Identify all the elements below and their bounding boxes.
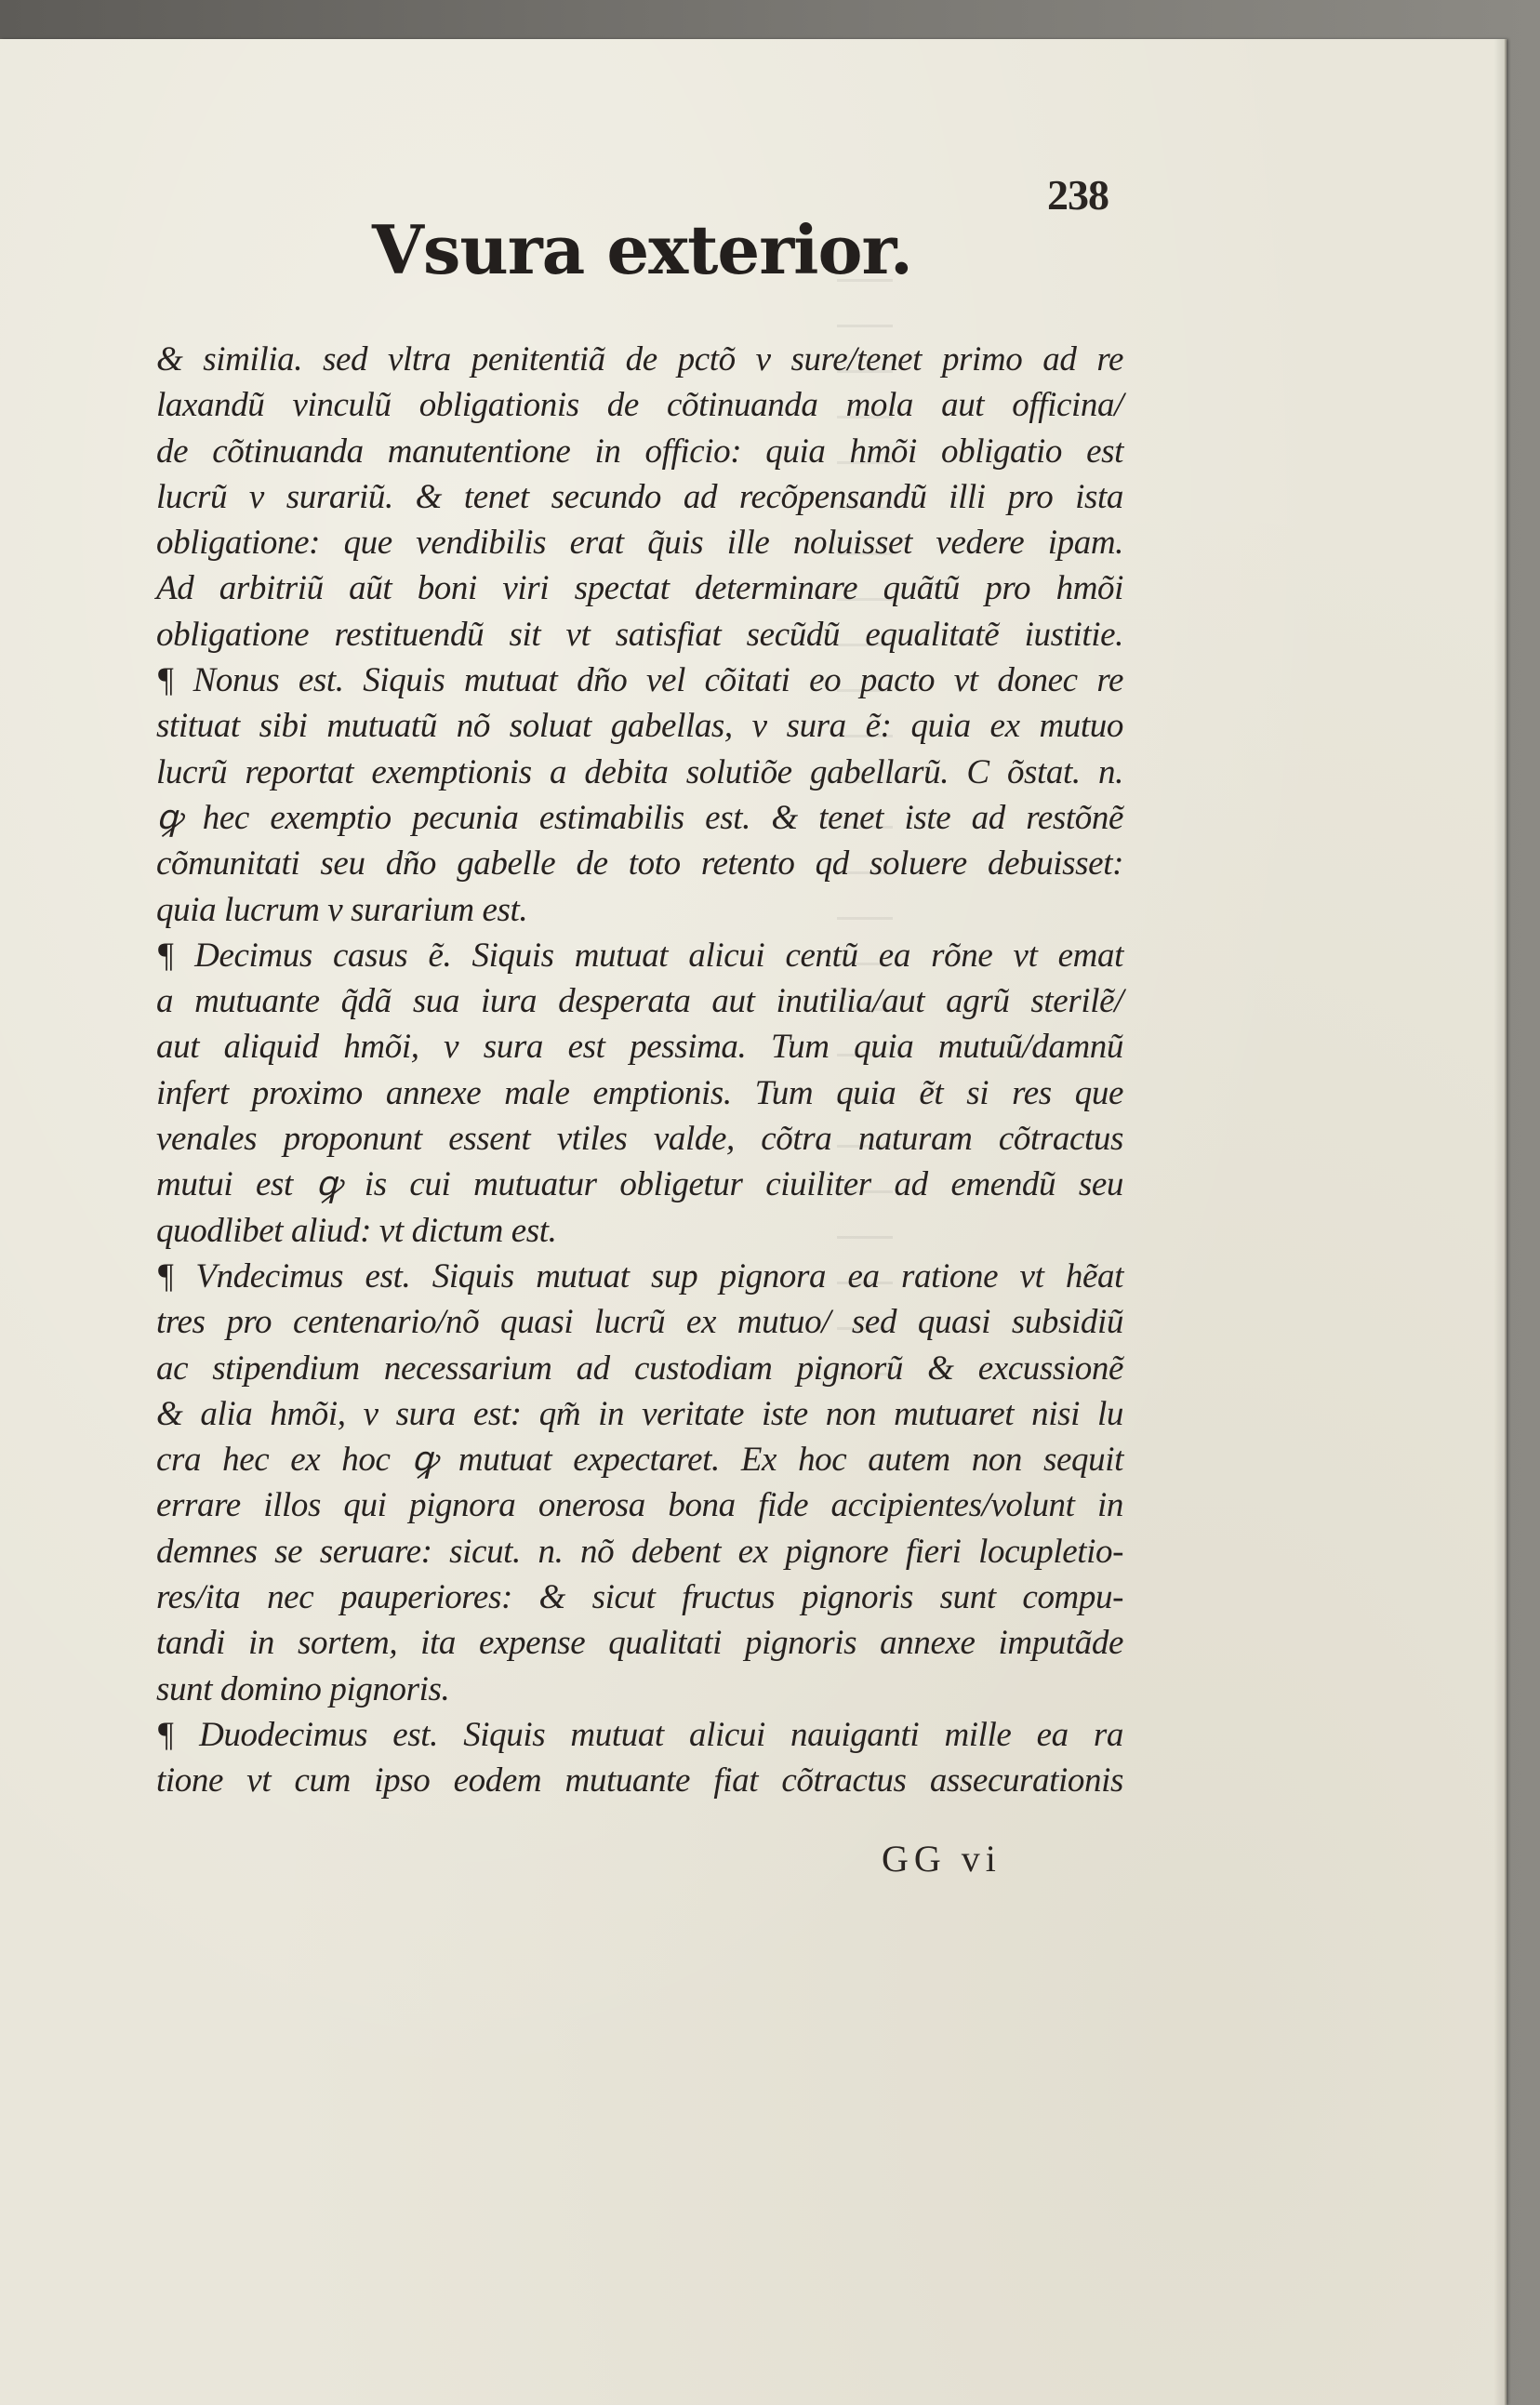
text-line: ¶ Nonus est. Siquis mutuat dño vel cõitati eo pacto vt donec re [156,661,1123,700]
text-line: ¶ Decimus casus ẽ. Siquis mutuat alicui centũ ea rõne vt emat [156,936,1123,975]
page-number: 238 [1047,171,1109,219]
text-line: tres pro centenario/nõ quasi lucrũ ex mutuo/ sed quasi subsidiũ [156,1303,1123,1342]
text-line: venales proponunt essent vtiles valde, cõtra naturam cõtractus [156,1120,1123,1159]
text-line: obligatione restituendũ sit vt satisfiat secũdũ equalitatẽ iustitie. [156,615,1123,654]
text-line: ¶ Duodecimus est. Siquis mutuat alicui nauiganti mille ea ra [156,1715,1123,1754]
text-line: aut aliquid hmõi, v sura est pessima. Tum quia mutuũ/damnũ [156,1028,1123,1067]
text-line: infert proximo annexe male emptionis. Tum quia ẽt si res que [156,1073,1123,1112]
text-line: Ad arbitriũ aũt boni viri spectat determinare quãtũ pro hmõi [156,569,1123,608]
text-line: quia lucrum v surarium est. [156,890,528,929]
text-line: res/ita nec pauperiores: & sicut fructus pignoris sunt compu- [156,1578,1123,1617]
page-edge-shadow [1494,39,1507,2405]
text-line: sunt domino pignoris. [156,1669,450,1708]
text-line: & alia hmõi, v sura est: qm̃ in veritate iste non mutuaret nisi lu [156,1394,1123,1433]
text-line: cra hec ex hoc ꝙ mutuat expectaret. Ex hoc autem non sequit [156,1441,1123,1480]
text-line: ¶ Vndecimus est. Siquis mutuat sup pignora ea ratione vt hẽat [156,1256,1123,1296]
text-line: obligatione: que vendibilis erat q̃uis ille noluisset vedere ipam. [156,524,1123,563]
text-line: tandi in sortem, ita expense qualitati pignoris annexe imputãde [156,1624,1123,1663]
text-line: ꝙ hec exemptio pecunia estimabilis est. & tenet iste ad restõnẽ [156,798,1123,837]
text-line: lucrũ reportat exemptionis a debita solutiõe gabellarũ. C õstat. n. [156,752,1123,791]
text-line: tione vt cum ipso eodem mutuante fiat cõtractus assecurationis [156,1761,1123,1800]
text-line: ac stipendium necessarium ad custodiam pignorũ & excussionẽ [156,1349,1123,1388]
text-line: demnes se seruare: sicut. n. nõ debent ex pignore fieri locupletio- [156,1532,1123,1571]
text-line: quodlibet aliud: vt dictum est. [156,1211,557,1250]
text-line: & similia. sed vltra penitentiã de pctõ v sure/tenet primo ad re [156,340,1123,379]
text-line: stituat sibi mutuatũ nõ soluat gabellas, v sura ẽ: quia ex mutuo [156,707,1123,746]
text-line: lucrũ v surariũ. & tenet secundo ad recõpensandũ illi pro ista [156,477,1123,516]
text-line: laxandũ vinculũ obligationis de cõtinuanda mola aut officina/ [156,386,1123,425]
body-text [156,337,1123,1804]
text-line: cõmunitati seu dño gabelle de toto retento qd soluere debuisset: [156,844,1123,884]
text-line: mutui est ꝙ is cui mutuatur obligetur ciuiliter ad emendũ seu [156,1165,1123,1204]
running-head: Vsura exterior. [372,210,912,289]
signature-mark: GG vi [882,1838,1002,1880]
text-line: a mutuante q̃dã sua iura desperata aut inutilia/aut agrũ sterilẽ/ [156,982,1123,1021]
text-line: errare illos qui pignora onerosa bona fide accipientes/volunt in [156,1486,1123,1525]
text-line: de cõtinuanda manutentione in officio: quia hmõi obligatio est [156,432,1123,471]
